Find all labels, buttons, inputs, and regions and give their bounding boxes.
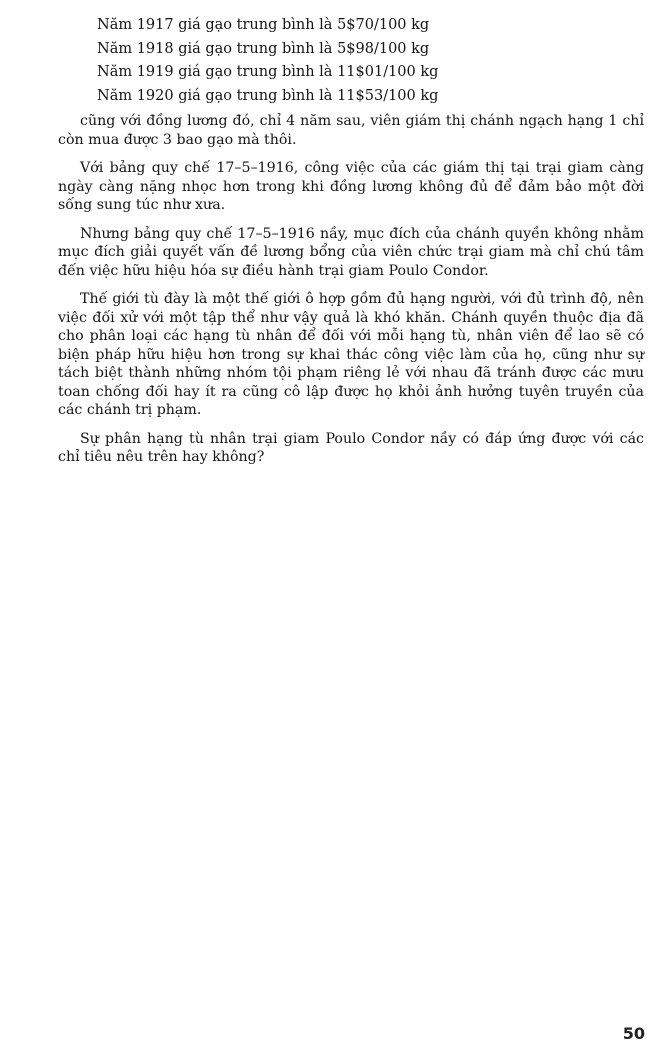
price-line-1920: Năm 1920 giá gạo trung bình là 11$53/100 kg <box>97 87 439 104</box>
body-text <box>58 112 644 477</box>
paragraph-regulation-purpose: Nhưng bảng quy chế 17–5–1916 nầy, mục đích của chánh quyền không nhằm mục đích giải quyết vấn đề lương bổng của viên chức trại giam mà chỉ chú tâm đến việc hữu hiệu hóa sự điều hành trại giam Poulo Condor. <box>58 225 644 279</box>
paragraph-regulation-workload: Với bảng quy chế 17–5–1916, công việc của các giám thị tại trại giam càng ngày càng nặng nhọc hơn trong khi đồng lương không đủ để đảm bảo một đời sống sung túc như xưa. <box>58 160 644 213</box>
paragraph-question: Sự phân hạng tù nhân trại giam Poulo Condor nầy có đáp ứng được với các chỉ tiêu nêu trên hay không? <box>58 430 644 465</box>
price-line-1919: Năm 1919 giá gạo trung bình là 11$01/100 kg <box>97 64 439 80</box>
paragraph-continuation: cũng với đồng lương đó, chỉ 4 năm sau, viên giám thị chánh ngạch hạng 1 chỉ còn mua được 3 bao gạo mà thôi. <box>58 113 644 148</box>
paragraph-prisoner-classification: Thế giới tù đày là một thế giới ô hợp gồm đủ hạng người, với đủ trình độ, nên việc đối xử với một tập thể như vậy quả là khó khăn. Chánh quyền thuộc địa đã cho phân loại các hạng tù nhân để đối với mỗi hạng tù, nhân viên để lao sẽ có biện pháp hữu hiệu hơn trong sự khai thác công việc làm của họ, cũng như sự tách biệt thành những nhóm tội phạm riêng lẻ với nhau đã tránh được các mưu toan chống đối hay ít ra cũng cô lập được họ khỏi ảnh hưởng tuyên truyền của các chánh trị phạm. <box>58 291 644 418</box>
price-line-1918: Năm 1918 giá gạo trung bình là 5$98/100 kg <box>97 40 430 57</box>
page-number: 50 <box>622 1024 645 1043</box>
price-line-1917: Năm 1917 giá gạo trung bình là 5$70/100 kg <box>97 17 430 33</box>
rice-price-list <box>97 14 597 108</box>
